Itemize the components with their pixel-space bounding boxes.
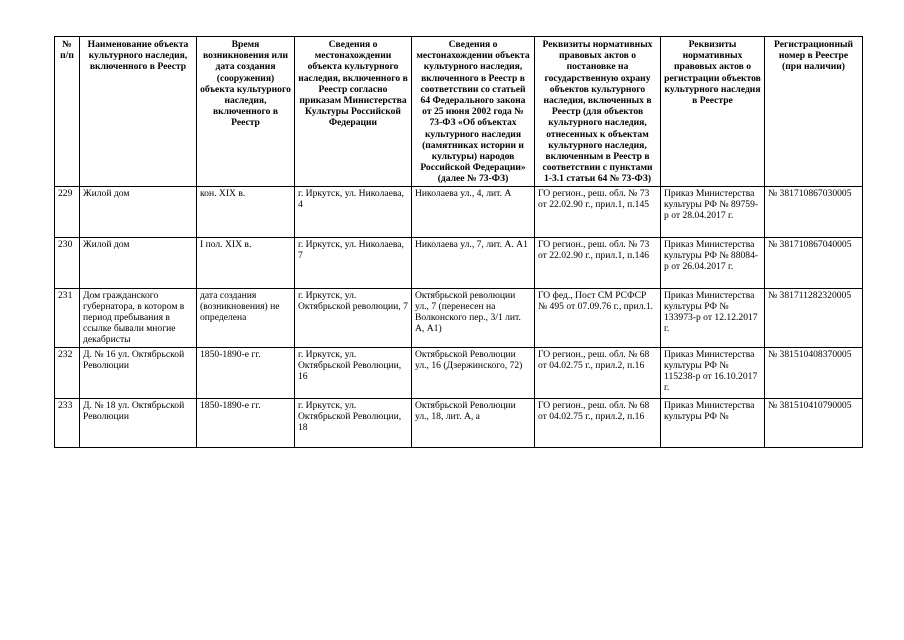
cell-registration-acts: Приказ Министерства культуры РФ № 133973-р от 12.12.2017 г.: [661, 288, 765, 347]
cell-number: 230: [55, 237, 80, 288]
cell-protection-acts: ГО фед., Пост СМ РСФСР № 495 от 07.09.76 г., прил.1.: [535, 288, 661, 347]
cell-creation-date: кон. XIX в.: [197, 186, 295, 237]
cell-object-name: Д. № 16 ул. Октябрьской Революции: [80, 347, 197, 398]
cell-location-minculture: г. Иркутск, ул. Октябрьской революции, 7: [295, 288, 412, 347]
cell-registration-acts: Приказ Министерства культуры РФ № 115238-р от 16.10.2017 г.: [661, 347, 765, 398]
cell-location-article-64: Октябрьской Революции ул., 16 (Дзержинского, 72): [412, 347, 535, 398]
cell-number: 231: [55, 288, 80, 347]
cell-location-article-64: Октябрьской революции ул., 7 (перенесен на Волконского пер., 3/1 лит. А, А1): [412, 288, 535, 347]
table-row: [55, 398, 863, 447]
table-row: [55, 288, 863, 347]
cell-location-minculture: г. Иркутск, ул. Октябрьской Революции, 16: [295, 347, 412, 398]
cell-registration-number: № 381711282320005: [765, 288, 863, 347]
cell-object-name: Дом гражданского губернатора, в котором в период пребывания в ссылке бывали многие декабристы: [80, 288, 197, 347]
header-protection-acts: Реквизиты нормативных правовых актов о постановке на государственную охрану объектов культурного наследия, включенных в Реестр (для объектов культурного наследия, отнесенных к объектам культурного наследия, включенным в Реестр в соответствии с пунктами 1-3.1 статьи 64 № 73-ФЗ): [535, 37, 661, 187]
table-row: [55, 186, 863, 237]
cell-registration-number-text: № 381510410790005: [768, 399, 852, 411]
cell-object-name: Жилой дом: [80, 237, 197, 288]
cell-protection-acts: ГО регион., реш. обл. № 73 от 22.02.90 г., прил.1, п.145: [535, 186, 661, 237]
cell-location-minculture-text: г. Иркутск, ул. Октябрьской Революции, 18: [298, 399, 402, 434]
table-row: [55, 237, 863, 288]
cell-protection-acts-text: ГО регион., реш. обл. № 68 от 04.02.75 г., прил.2, п.16: [538, 399, 650, 422]
cell-registration-number: [765, 398, 863, 447]
cell-number: 229: [55, 186, 80, 237]
cell-location-article-64: Николаева ул., 4, лит. А: [412, 186, 535, 237]
heritage-registry-table: [54, 36, 863, 448]
table-row: [55, 347, 863, 398]
cell-number: [55, 398, 80, 447]
cell-registration-number: № 381510408370005: [765, 347, 863, 398]
header-object-name: Наименование объекта культурного наследия, включенного в Реестр: [80, 37, 197, 187]
cell-creation-date: дата создания (возникновения) не определена: [197, 288, 295, 347]
cell-location-minculture: г. Иркутск, ул. Николаева, 4: [295, 186, 412, 237]
cell-location-minculture: [295, 398, 412, 447]
cell-creation-date-text: 1850-1890-е гг.: [200, 399, 261, 411]
cell-registration-number: № 381710867040005: [765, 237, 863, 288]
header-registration-acts: Реквизиты нормативных правовых актов о регистрации объектов культурного наследия в Реестре: [661, 37, 765, 187]
cell-object-name: Жилой дом: [80, 186, 197, 237]
cell-creation-date: [197, 398, 295, 447]
cell-registration-acts-text: Приказ Министерства культуры РФ №: [664, 399, 755, 422]
header-registration-number: Регистрационный номер в Реестре (при наличии): [765, 37, 863, 187]
table-header-row: [55, 37, 863, 187]
cell-location-article-64: [412, 398, 535, 447]
cell-protection-acts: [535, 398, 661, 447]
header-number: № п/п: [55, 37, 80, 187]
cell-registration-acts: Приказ Министерства культуры РФ № 89759-р от 28.04.2017 г.: [661, 186, 765, 237]
cell-registration-acts: Приказ Министерства культуры РФ № 88084-р от 26.04.2017 г.: [661, 237, 765, 288]
cell-registration-acts: [661, 398, 765, 447]
cell-location-article-64: Николаева ул., 7, лит. А. А1: [412, 237, 535, 288]
cell-object-name: [80, 398, 197, 447]
cell-number: 232: [55, 347, 80, 398]
cell-location-minculture: г. Иркутск, ул. Николаева, 7: [295, 237, 412, 288]
document-page: [54, 36, 862, 448]
cell-object-name-text: Д. № 18 ул. Октябрьской Революции: [83, 399, 185, 422]
header-location-minculture: Сведения о местонахождении объекта культурного наследия, включенного в Реестр согласно приказам Министерства Культуры Российской Федерации: [295, 37, 412, 187]
cell-protection-acts: ГО регион., реш. обл. № 68 от 04.02.75 г., прил.2, п.16: [535, 347, 661, 398]
cell-creation-date: 1850-1890-е гг.: [197, 347, 295, 398]
cell-number-text: 233: [58, 399, 73, 411]
cell-creation-date: I пол. XIX в.: [197, 237, 295, 288]
cell-location-article-64-text: Октябрьской Революции ул., 18, лит. А, а: [415, 399, 516, 422]
header-location-article-64: Сведения о местонахождении объекта культурного наследия, включенного в Реестр в соответствии со статьей 64 Федерального закона от 25 июня 2002 года № 73-ФЗ «Об объектах культурного наследия (памятниках истории и культуры) народов Российской Федерации» (далее № 73-ФЗ): [412, 37, 535, 187]
header-creation-date: Время возникновения или дата создания (сооружения) объекта культурного наследия, включенного в Реестр: [197, 37, 295, 187]
cell-protection-acts: ГО регион., реш. обл. № 73 от 22.02.90 г., прил.1, п.146: [535, 237, 661, 288]
cell-registration-number: № 381710867030005: [765, 186, 863, 237]
